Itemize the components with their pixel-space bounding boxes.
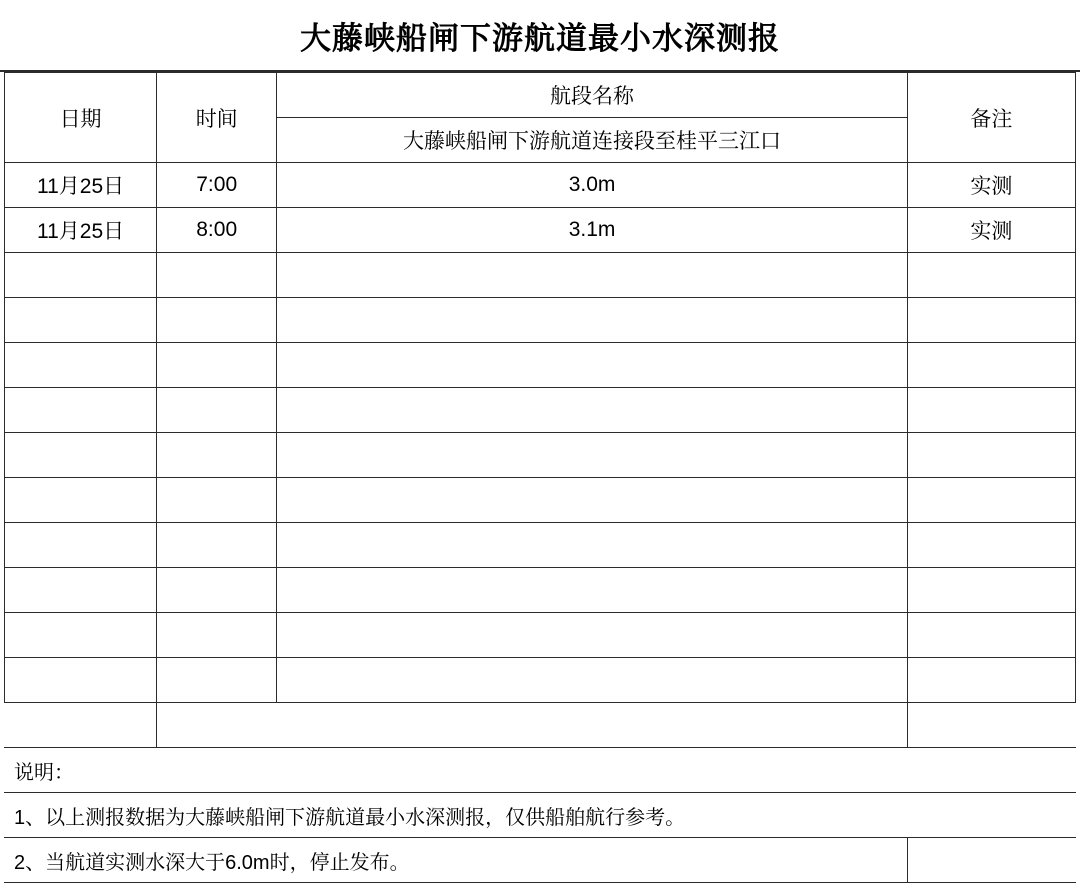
- cell-date: 11月25日: [5, 163, 157, 208]
- cell-time: [157, 568, 277, 613]
- cell-date: [5, 253, 157, 298]
- cell-note: [907, 478, 1075, 523]
- cell-time: [157, 253, 277, 298]
- table-row-empty: [5, 613, 1076, 658]
- notes-label-row: [4, 748, 1076, 793]
- header-date: 日期: [5, 73, 157, 163]
- cell-note: [907, 388, 1075, 433]
- cell-note: [907, 433, 1075, 478]
- cell-depth: [277, 658, 908, 703]
- spacer-row: [4, 703, 1076, 748]
- cell-date: [5, 433, 157, 478]
- cell-time: [157, 433, 277, 478]
- table-row-empty: [5, 523, 1076, 568]
- notes-table: [4, 703, 1076, 883]
- cell-date: [5, 388, 157, 433]
- cell-depth: 3.1m: [277, 208, 908, 253]
- cell-depth: [277, 388, 908, 433]
- table-row-empty: [5, 433, 1076, 478]
- cell-note: [907, 523, 1075, 568]
- table-row-empty: [5, 478, 1076, 523]
- cell-note: 实测: [907, 163, 1075, 208]
- measurement-table: [4, 72, 1076, 703]
- note-item-1: 1、以上测报数据为大藤峡船闸下游航道最小水深测报，仅供船舶航行参考。: [4, 793, 1076, 838]
- cell-time: [157, 523, 277, 568]
- table-row-empty: [5, 343, 1076, 388]
- table-row-empty: [5, 298, 1076, 343]
- table-row-empty: [5, 658, 1076, 703]
- page-title: 大藤峡船闸下游航道最小水深测报: [300, 20, 780, 56]
- header-section-title: 航段名称: [277, 73, 908, 118]
- cell-note: [907, 658, 1075, 703]
- note-item-2: 2、当航道实测水深大于6.0m时，停止发布。: [4, 838, 908, 883]
- cell-note: [907, 298, 1075, 343]
- cell-depth: [277, 433, 908, 478]
- cell-note: 实测: [907, 208, 1075, 253]
- cell-depth: 3.0m: [277, 163, 908, 208]
- header-time: 时间: [157, 73, 277, 163]
- cell-depth: [277, 568, 908, 613]
- cell-note: [907, 343, 1075, 388]
- cell-date: 11月25日: [5, 208, 157, 253]
- cell-date: [5, 298, 157, 343]
- measurement-table-body: [5, 73, 1076, 703]
- note-item-row: [4, 793, 1076, 838]
- spacer-cell-left: [4, 703, 156, 748]
- header-section-sub: 大藤峡船闸下游航道连接段至桂平三江口: [277, 118, 908, 163]
- cell-time: [157, 478, 277, 523]
- cell-time: 7:00: [157, 163, 277, 208]
- report-title-row: [0, 0, 1080, 72]
- header-note: 备注: [907, 73, 1075, 163]
- cell-depth: [277, 613, 908, 658]
- table-header-row-1: [5, 73, 1076, 118]
- cell-note: [907, 253, 1075, 298]
- cell-date: [5, 523, 157, 568]
- spacer-cell-mid: [156, 703, 907, 748]
- note-item-2-trailing-cell: [908, 838, 1076, 883]
- cell-note: [907, 613, 1075, 658]
- spacer-cell-right: [908, 703, 1076, 748]
- cell-time: [157, 298, 277, 343]
- table-row-empty: [5, 253, 1076, 298]
- note-item-row: [4, 838, 1076, 883]
- table-row: [5, 163, 1076, 208]
- table-row: [5, 208, 1076, 253]
- cell-depth: [277, 343, 908, 388]
- cell-date: [5, 343, 157, 388]
- table-row-empty: [5, 568, 1076, 613]
- cell-date: [5, 613, 157, 658]
- cell-date: [5, 478, 157, 523]
- cell-time: [157, 658, 277, 703]
- cell-depth: [277, 298, 908, 343]
- notes-label: 说明：: [4, 748, 1076, 793]
- cell-depth: [277, 523, 908, 568]
- table-row-empty: [5, 388, 1076, 433]
- cell-time: 8:00: [157, 208, 277, 253]
- cell-time: [157, 388, 277, 433]
- cell-time: [157, 343, 277, 388]
- cell-depth: [277, 478, 908, 523]
- cell-note: [907, 568, 1075, 613]
- cell-time: [157, 613, 277, 658]
- cell-date: [5, 658, 157, 703]
- notes-table-body: [4, 703, 1076, 883]
- cell-date: [5, 568, 157, 613]
- cell-depth: [277, 253, 908, 298]
